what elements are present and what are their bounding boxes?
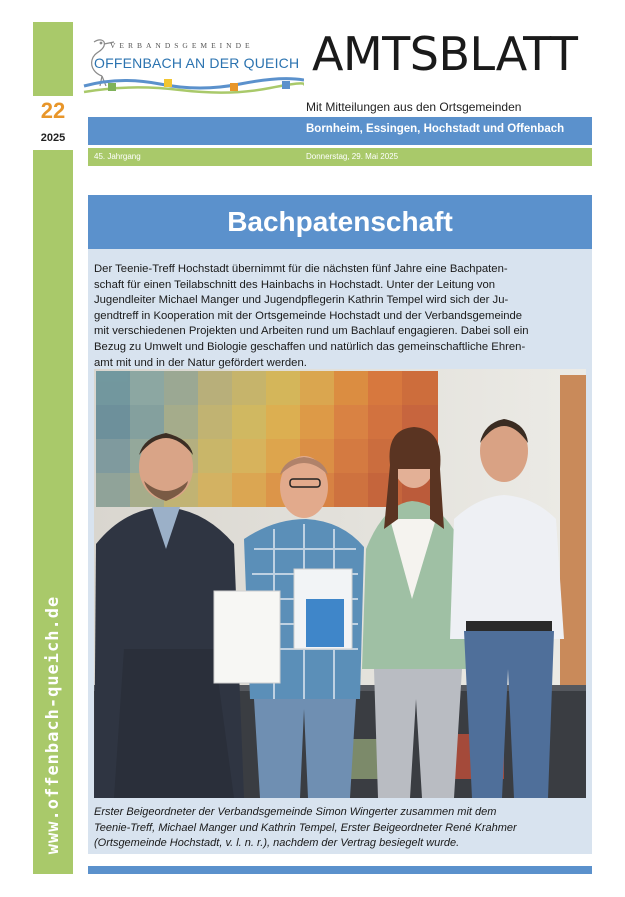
volume-label: 45. Jahrgang [94, 152, 141, 161]
logo-square-green [108, 83, 116, 91]
body-line: gendtreff in Kooperation mit der Ortsgemeinde Hochstadt und der Verbandsgemeinde [94, 309, 523, 322]
caption-line: (Ortsgemeinde Hochstadt, v. l. n. r.), nachdem der Vertrag besiegelt wurde. [94, 837, 460, 849]
masthead-subtitle: Mit Mitteilungen aus den Ortsgemeinden [306, 100, 522, 114]
article-headline: Bachpatenschaft [227, 206, 453, 237]
body-line: schaft für einen Teilabschnitt des Hainbachs in Hochstadt. Unter der Leitung von [94, 278, 496, 291]
body-line: mit verschiedenen Projekten und Arbeiten rund um Bachlauf engagieren. Dabei soll ein [94, 325, 529, 338]
photo-caption [94, 805, 586, 852]
body-line: Der Teenie-Treff Hochstadt übernimmt für die nächsten fünf Jahre eine Bachpaten- [94, 263, 508, 275]
caption-line: Teenie-Treff, Michael Manger und Kathrin Tempel, Erster Beigeordneter René Krahmer [94, 821, 517, 834]
masthead-title: AMTSBLATT [312, 27, 578, 81]
body-line: amt mit und in der Natur gefördert werden. [94, 356, 307, 369]
issue-number: 22 [40, 98, 66, 123]
municipalities-text: Bornheim, Essingen, Hochstadt und Offenbach [306, 123, 565, 135]
body-line: Jugendleiter Michael Manger und Jugendpflegerin Kathrin Tempel wird sich der Ju- [94, 294, 509, 307]
article-body [94, 262, 586, 371]
photo-illustration [94, 369, 586, 798]
headline-bar [88, 195, 592, 249]
logo-square-orange [230, 83, 238, 91]
body-line: Bezug zu Umwelt und Biologie geschaffen und natürlich das gemeinschaftliche Ehren- [94, 340, 526, 353]
logo-square-yellow [164, 79, 172, 87]
logo-square-blue [282, 81, 290, 89]
caption-line: Erster Beigeordneter der Verbandsgemeinde Simon Wingerter zusammen mit dem [94, 806, 497, 818]
bottom-bar [88, 866, 592, 874]
logo-line2: OFFENBACH AN DER QUEICH [94, 55, 300, 71]
contract-paper-left [214, 591, 280, 683]
issue-date: Donnerstag, 29. Mai 2025 [306, 152, 399, 161]
issue-year: 2025 [40, 132, 66, 144]
issue-box [33, 96, 73, 150]
door [560, 375, 586, 715]
article-photo [94, 369, 586, 798]
logo-line1: VERBANDSGEMEINDE [110, 41, 254, 50]
website-url[interactable]: www.offenbach-queich.de [43, 595, 63, 855]
